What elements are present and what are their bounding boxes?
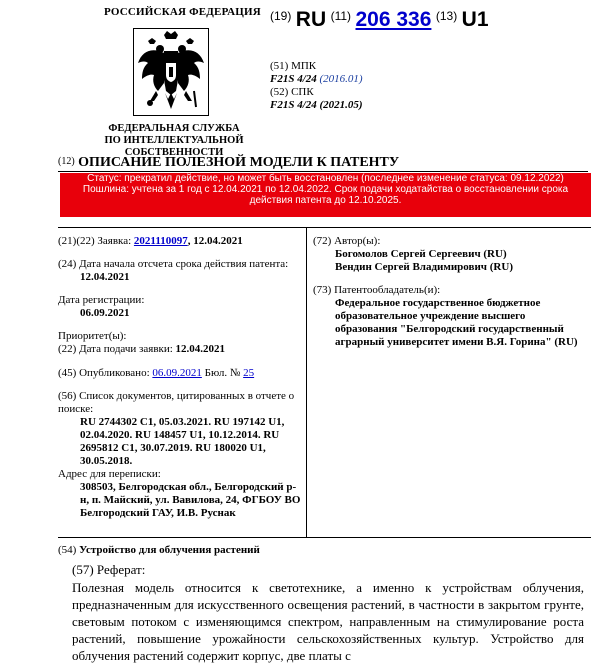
address-field [58, 468, 302, 520]
status-text: Статус: прекратил действие, но может быть восстановлен (последнее изменение статуса: 09.12.2022) [87, 173, 564, 184]
authors-label: (72) Автор(ы): [313, 235, 381, 247]
agency-label [58, 123, 290, 159]
table-bottom-border [58, 537, 591, 538]
title-text: ОПИСАНИЕ ПОЛЕЗНОЙ МОДЕЛИ К ПАТЕНТУ [78, 155, 400, 170]
cited-docs-field [58, 390, 304, 468]
kind-code: U1 [461, 8, 489, 31]
country-label: РОССИЙСКАЯ ФЕДЕРАЦИЯ [104, 6, 261, 18]
cpc-version: (2021.05) [319, 99, 363, 111]
invention-title [58, 544, 588, 557]
cpc-label: (52) СПК [270, 86, 314, 98]
address-text: 308503, Белгородская обл., Белгородский р-н, п. Майский, ул. Вавилова, 24, ФГБОУ ВО Белгородский ГАУ, И.В. Руснак [80, 481, 301, 519]
abstract-paragraph: Полезная модель относится к светотехнике, а именно к устройствам облучения, предназначенным для искусственного освещения растений, в частности в закрытом грунте, световым потоком с изменяющимся спектром, направленным на стимулирование роста растений, повышение урожайности сельскохозяйственных культур. Устройство для облучения растений содержит корпус, две платы с [72, 580, 584, 663]
status-banner [60, 173, 591, 217]
application-date: , 12.04.2021 [187, 235, 243, 247]
cpc-row [270, 99, 363, 112]
abstract-text [72, 579, 584, 664]
published-date-link[interactable]: 06.09.2021 [152, 367, 202, 379]
agency-line-1: ФЕДЕРАЛЬНАЯ СЛУЖБА [108, 123, 240, 134]
title-code: (12) [58, 156, 75, 167]
application-field [58, 235, 302, 248]
cpc-class: F21S 4/24 [270, 99, 317, 111]
application-number-link[interactable]: 2021110097 [133, 235, 188, 247]
table-column-divider [306, 227, 307, 537]
author-1: Богомолов Сергей Сергеевич (RU) [335, 248, 507, 260]
published-label: (45) Опубликовано: [58, 367, 150, 379]
document-title [58, 155, 399, 171]
invention-title-text: Устройство для облучения растений [79, 544, 260, 556]
published-field [58, 367, 302, 380]
title-divider [58, 171, 588, 172]
bulletin-label: Бюл. № [204, 367, 241, 379]
docs-text: RU 2744302 C1, 05.03.2021. RU 197142 U1, 02.04.2020. RU 148457 U1, 10.12.2014. RU 2695812 C1, 30.07.2019. RU 180020 U1, 30.05.2018. [80, 416, 285, 467]
owner-text: Федеральное государственное бюджетное образовательное учреждение высшего образования "Белгородский государственный аграрный университет имени В.Я. Горина" (RU) [335, 297, 578, 348]
bulletin-number-link[interactable]: 25 [243, 367, 255, 379]
owner-field [313, 284, 585, 349]
agency-line-2: ПО ИНТЕЛЛЕКТУАЛЬНОЙ СОБСТВЕННОСТИ [104, 135, 244, 158]
ipc-version: (2016.01) [319, 73, 363, 85]
filing-date: 12.04.2021 [175, 343, 226, 355]
ipc-row [270, 73, 363, 86]
country-code: RU [295, 8, 327, 31]
priority-label: Приоритет(ы): [58, 330, 127, 342]
filing-label: (22) Дата подачи заявки: [58, 343, 173, 355]
term-label: (24) Дата начала отсчета срока действия патента: [58, 258, 289, 270]
application-label: (21)(22) Заявка: [58, 235, 132, 247]
ipc-class: F21S 4/24 [270, 73, 317, 85]
registration-field [58, 294, 302, 320]
code-11: (11) [330, 9, 352, 23]
owner-label: (73) Патентообладатель(и): [313, 284, 441, 296]
coat-of-arms-emblem [133, 28, 209, 116]
reg-date: 06.09.2021 [80, 307, 130, 319]
docs-label: (56) Список документов, цитированных в отчете о поиске: [58, 390, 295, 415]
priority-field [58, 330, 302, 356]
abstract-heading: (57) Реферат: [72, 562, 146, 577]
address-label: Адрес для переписки: [58, 468, 161, 480]
term-date: 12.04.2021 [80, 271, 130, 283]
patent-number-link[interactable]: 206 336 [355, 8, 432, 31]
invention-title-code: (54) [58, 544, 77, 556]
author-2: Вендин Сергей Владимирович (RU) [335, 261, 513, 273]
ipc-label: (51) МПК [270, 60, 317, 72]
reg-label: Дата регистрации: [58, 294, 145, 306]
authors-field [313, 235, 585, 274]
fee-text: Пошлина: учтена за 1 год с 12.04.2021 по 12.04.2022. Срок подачи ходатайства о восстановлении срока действия патента до 12.10.2025. [82, 184, 569, 206]
patent-number-block [270, 8, 489, 32]
code-19: (19) [270, 9, 292, 23]
table-top-border [58, 227, 591, 228]
term-start-field [58, 258, 302, 284]
code-13: (13) [435, 9, 458, 23]
classification-block [270, 60, 363, 112]
